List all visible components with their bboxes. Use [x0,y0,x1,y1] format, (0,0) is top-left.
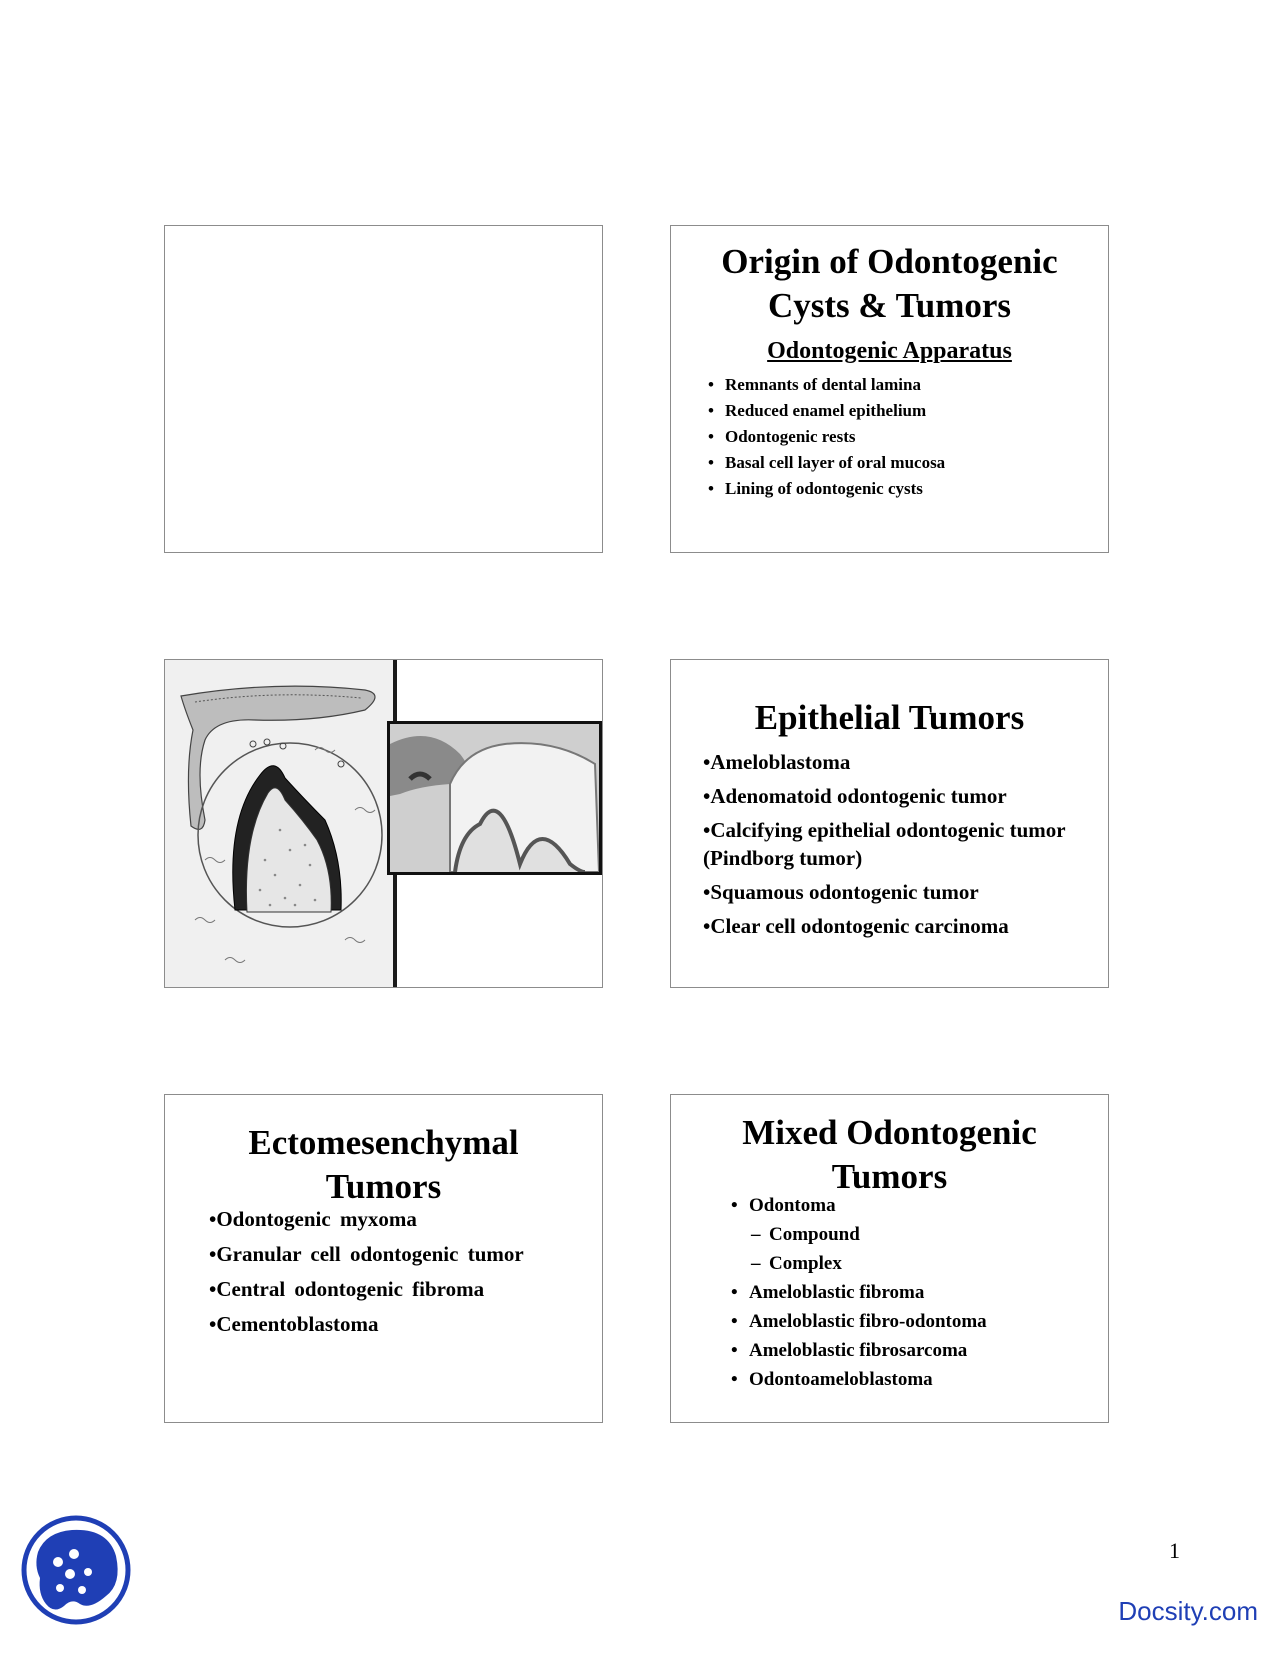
slide-tooth-illustration [164,659,603,988]
slide-origin-odontogenic [670,225,1109,553]
page-number: 1 [1169,1538,1180,1563]
histology-svg [390,724,599,872]
slide-title-line-2: Tumors [831,1157,948,1196]
list-item: • Ameloblastic fibrosarcoma [731,1340,968,1361]
slide-title: Epithelial Tumors [754,698,1025,737]
list-item: •Clear cell odontogenic carcinoma [703,914,1009,938]
list-item: • Odontoma [731,1195,836,1216]
slide-mixed-odontogenic-tumors [670,1094,1109,1423]
slide-title [671,1111,1108,1199]
list-item: •Squamous odontogenic tumor [703,880,979,904]
docsity-brand-link[interactable]: Docsity.com [1118,1596,1258,1626]
list-item: •Adenomatoid odontogenic tumor [703,784,1007,808]
slide-title-line-2: Cysts & Tumors [767,286,1012,325]
histology-micrograph [387,721,602,875]
list-item: • Odontogenic rests [708,427,856,446]
slide-title-line-1: Ectomesenchymal [248,1123,519,1162]
list-item: •Central odontogenic fibroma [209,1277,485,1301]
slide-title [671,240,1108,328]
bullet-list [209,1205,524,1345]
list-item: •Calcifying epithelial odontogenic tumor (Pindborg tumor) [703,818,1066,870]
list-item: • Ameloblastic fibro-odontoma [731,1311,987,1332]
slide-epithelial-tumors [670,659,1109,988]
slide-title-line-2: Tumors [325,1167,442,1206]
slide-title [165,1121,602,1209]
list-item: • Lining of odontogenic cysts [708,479,923,498]
bullet-list [731,1191,987,1394]
docsity-logo-icon[interactable] [20,1514,132,1626]
slide-title-line-1: Origin of Odontogenic [721,242,1058,281]
list-item: • Basal cell layer of oral mucosa [708,453,946,472]
list-item: • Odontoameloblastoma [731,1369,933,1390]
list-subitem: – Complex [751,1253,842,1274]
slide-1-blank [164,225,603,553]
bullet-list [708,372,945,502]
slide-ectomesenchymal-tumors [164,1094,603,1423]
list-item: • Remnants of dental lamina [708,375,921,394]
list-item: • Ameloblastic fibroma [731,1282,925,1303]
tooth-germ-svg [165,660,393,988]
bullet-list [703,748,1073,946]
list-item: •Cementoblastoma [209,1312,379,1336]
list-subitem: – Compound [751,1224,860,1245]
list-item: •Odontogenic myxoma [209,1207,417,1231]
tooth-germ-drawing [165,660,393,987]
list-item: • Reduced enamel epithelium [708,401,927,420]
slide-title-line-1: Mixed Odontogenic [742,1113,1037,1152]
list-item: •Ameloblastoma [703,750,851,774]
list-item: •Granular cell odontogenic tumor [209,1242,524,1266]
slide-subheading: Odontogenic Apparatus [767,338,1012,364]
